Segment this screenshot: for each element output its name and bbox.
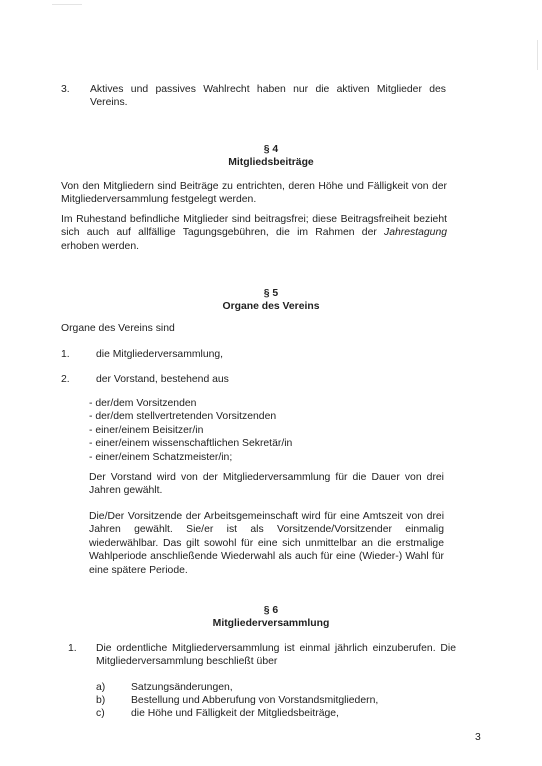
sec6-title: Mitgliederversammlung: [212, 618, 330, 629]
list-item: - der/dem Vorsitzenden: [89, 398, 197, 409]
board-members-list: [89, 397, 292, 464]
sec4-paragraph-2-end: erhoben werden.: [61, 240, 139, 252]
sec5-title: Organe des Vereins: [222, 301, 320, 312]
list-item: - einer/einem wissenschaftlichen Sekretär/in: [89, 438, 293, 450]
sec4-symbol: § 4: [263, 144, 279, 155]
sec6-subitem-b-label: b): [96, 695, 106, 706]
sec6-item-1-text: Die ordentliche Mitgliederversammlung ist einmal jährlich einzuberufen. Die Mitgliederversammlung beschließt über: [96, 643, 456, 668]
item3-text: Aktives und passives Wahlrecht haben nur die aktiven Mitglieder des Vereins.: [90, 84, 446, 109]
sec5-item-2-text: der Vorstand, bestehend aus: [96, 374, 229, 385]
sec6-subitem-b-text: Bestellung und Abberufung von Vorstandsmitgliedern,: [131, 695, 379, 706]
sec4-paragraph-1: Von den Mitgliedern sind Beiträge zu entrichten, deren Höhe und Fälligkeit von der Mitgliederversammlung festgelegt werden.: [61, 181, 447, 206]
list-item: - einer/einem Schatzmeister/in;: [89, 451, 233, 463]
list-item: - der/dem stellvertretenden Vorsitzenden: [89, 411, 277, 423]
sec6-subitem-a-text: Satzungsänderungen,: [131, 682, 233, 693]
scan-artifact-top-left: [52, 4, 82, 5]
sec5-symbol: § 5: [263, 288, 279, 299]
sec6-subitem-a-label: a): [96, 682, 106, 693]
sec4-paragraph-2: [61, 213, 447, 253]
item3-number: 3.: [61, 84, 70, 95]
sec6-symbol: § 6: [263, 605, 279, 616]
sec4-paragraph-2-start: Im Ruhestand befindliche Mitglieder sind beitragsfrei; diese Beitragsfreiheit bezieht sich auch auf allfällige Tagungsgebühren, die im Rahmen der: [61, 214, 447, 239]
sec4-title: Mitgliedsbeiträge: [228, 157, 314, 168]
sec5-intro: Organe des Vereins sind: [61, 323, 175, 334]
sec4-paragraph-2-italic: Jahrestagung: [384, 227, 447, 239]
list-item: - einer/einem Beisitzer/in: [89, 424, 204, 436]
sec5-chair-term: Die/Der Vorsitzende der Arbeitsgemeinschaft wird für eine Amtszeit von drei Jahren gewählt. Sie/er ist als Vorsitzende/Vorsitzender einmalig wiederwählbar. Das gilt sowohl für eine sich unmittelbar an die erstmalige Wahlperiode anschließende Wiederwahl als auch für eine (Wieder-) Wahl für eine spätere Periode.: [89, 511, 444, 576]
sec5-item-1-number: 1.: [61, 349, 70, 360]
scan-artifact-right-edge: [537, 40, 538, 70]
sec6-subitem-c-label: c): [96, 708, 105, 719]
sec6-item-1-number: 1.: [68, 643, 77, 654]
sec5-item-2-number: 2.: [61, 374, 70, 385]
sec5-item-1-text: die Mitgliederversammlung,: [96, 349, 224, 360]
sec5-board-term: Der Vorstand wird von der Mitgliederversammlung für die Dauer von drei Jahren gewählt.: [89, 472, 444, 497]
sec6-subitem-c-text: die Höhe und Fälligkeit der Mitgliedsbeiträge,: [131, 708, 339, 719]
page-number: 3: [475, 732, 481, 743]
